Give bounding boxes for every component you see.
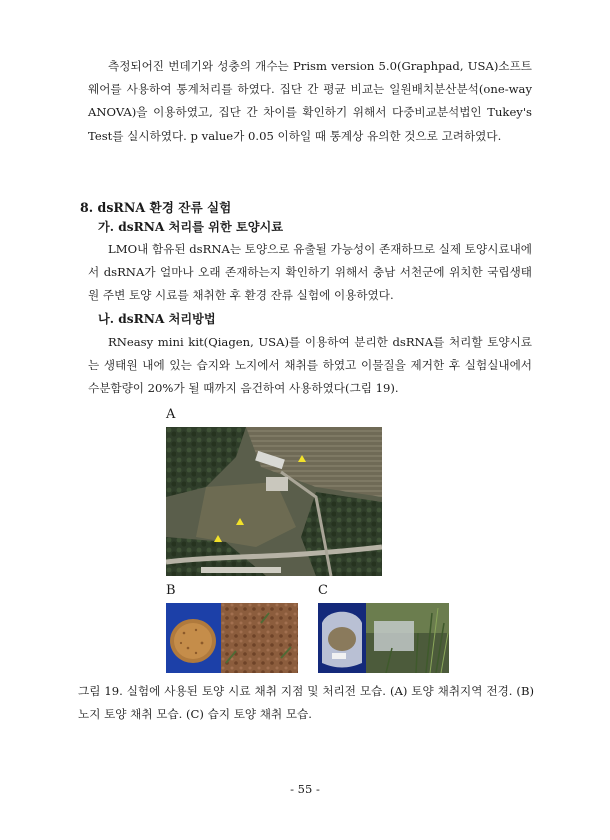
subsection-heading-soil-sample: 가. dsRNA 처리를 위한 토양시료 <box>98 220 284 234</box>
field-soil-ground-photo <box>221 603 298 673</box>
stats-paragraph: 측정되어진 번데기와 성충의 개수는 Prism version 5.0(Graphpad, USA)소프트웨어를 사용하여 통계처리를 하였다. 집단 간 평균 비교는 일원배치분산분석(one-way ANOVA)을 이용하였고, 집단 간 차이를 확인하기 위해서 다중비교분석법인 Tukey's Test를 실시하였다. p value가 0.05 이하일 때 통계상 유의한 것으로 고려하였다. <box>88 59 532 143</box>
figure-caption: 그림 19. 실험에 사용된 토양 시료 채취 지점 및 처리전 모습. (A) 토양 채취지역 전경. (B) 노지 토양 채취 모습. (C) 습지 토양 채취 모습. <box>78 684 534 722</box>
aerial-site-photo <box>166 427 382 576</box>
figure-label-b: B <box>166 583 176 598</box>
section-heading: 8. dsRNA 환경 잔류 실험 <box>80 200 232 215</box>
soil-sample-paragraph: LMO내 함유된 dsRNA는 토양으로 유출될 가능성이 존재하므로 실제 토양시료내에서 dsRNA가 얼마나 오래 존재하는지 확인하기 위해서 충남 서천군에 위치한 국립생태원 주변 토양 시료를 채취한 후 환경 잔류 실험에 이용하였다. <box>88 242 532 303</box>
figure-label-a: A <box>166 407 176 422</box>
page-number: - 55 - <box>290 782 320 796</box>
wetland-soil-bag-photo <box>318 603 366 673</box>
field-soil-bag-photo <box>166 603 221 673</box>
figure-label-c: C <box>318 583 328 598</box>
wetland-soil-ground-photo <box>366 603 449 673</box>
treatment-paragraph: RNeasy mini kit(Qiagen, USA)를 이용하여 분리한 dsRNA를 처리할 토양시료는 생태원 내에 있는 습지와 노지에서 채취를 하였고 이물질을 제거한 후 실험실내에서 수분함량이 20%가 될 때까지 음건하여 사용하였다(그림 19). <box>88 335 532 396</box>
subsection-heading-treatment: 나. dsRNA 처리방법 <box>98 312 216 326</box>
